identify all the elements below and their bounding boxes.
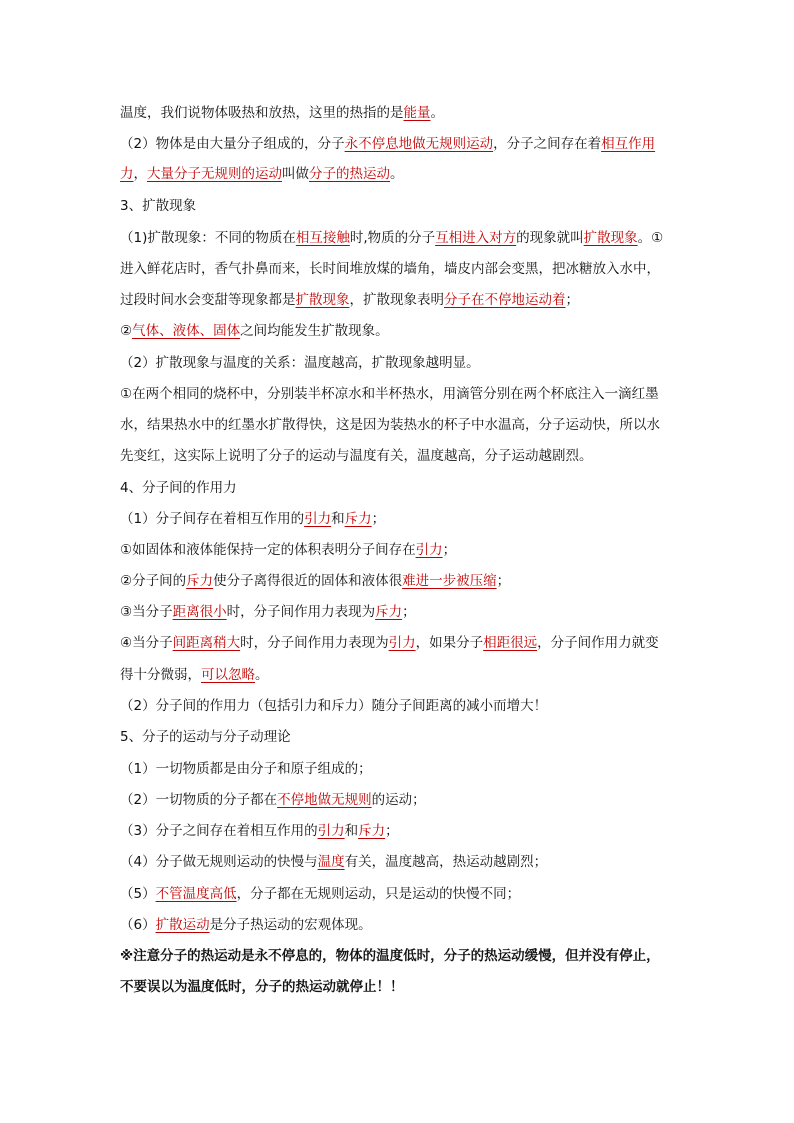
- highlighted-term: 分子在不停地运动着: [444, 292, 566, 308]
- text-segment: ；: [371, 511, 386, 527]
- text-line: [120, 321, 389, 341]
- text-line: [120, 290, 579, 310]
- highlighted-term: 引力: [317, 823, 345, 839]
- text-segment: 的现象就叫: [516, 230, 584, 246]
- text-segment: ；: [565, 292, 579, 308]
- note-line: [120, 977, 404, 997]
- text-segment: 得十分微弱，: [120, 667, 201, 683]
- text-segment: （1)扩散现象：不同的物质在: [120, 230, 296, 246]
- highlighted-term: 斥力: [375, 604, 403, 620]
- text-segment: ④当分子: [120, 635, 173, 651]
- highlighted-term: 扩散现象: [295, 292, 350, 308]
- highlighted-term: 力: [120, 166, 134, 182]
- highlighted-term: 相互接触: [295, 230, 350, 246]
- text-line: [120, 353, 480, 373]
- highlighted-term: 大量分子无规则的运动: [147, 166, 282, 182]
- text-line: [120, 852, 547, 872]
- text-segment: ①在两个相同的烧杯中，分别装半杯凉水和半杯热水，用滴管分别在两个杯底注入一滴红墨: [120, 386, 659, 402]
- text-segment: ，如果分子: [415, 635, 484, 651]
- text-segment: ③当分子: [120, 604, 173, 620]
- text-segment: 叫做: [282, 166, 309, 182]
- text-line: [120, 602, 416, 622]
- text-segment: 时，分子间作用力表现为: [226, 604, 376, 620]
- text-line: [120, 540, 456, 560]
- highlighted-term: 可以忽略: [201, 667, 255, 683]
- text-segment: 。: [390, 166, 404, 182]
- text-segment: 。: [430, 105, 444, 121]
- text-line: [120, 665, 269, 685]
- text-segment: 不要误以为温度低时，分子的热运动就停止！！: [120, 979, 404, 995]
- text-segment: （3）分子之间存在着相互作用的: [120, 823, 318, 839]
- highlighted-term: 相互作用: [601, 136, 656, 152]
- text-line: [120, 509, 385, 529]
- text-segment: ，扩散现象表明: [349, 292, 444, 308]
- text-segment: ，分子都在无规则运动，只是运动的快慢不同；: [236, 886, 521, 902]
- text-segment: ，: [133, 166, 147, 182]
- highlighted-term: 分子的热运动: [309, 166, 390, 182]
- text-line: [120, 164, 404, 184]
- text-line: [120, 259, 660, 279]
- text-segment: 温度，我们说物体吸热和放热，这里的热指的是: [120, 105, 404, 121]
- text-segment: 过段时间水会变甜等现象都是: [120, 292, 296, 308]
- highlighted-term: 扩散现象: [583, 230, 638, 246]
- text-line: [120, 478, 237, 498]
- text-line: [120, 103, 444, 123]
- text-segment: ②: [120, 323, 133, 339]
- text-segment: ；: [496, 573, 511, 589]
- highlighted-term: 互相进入对方: [435, 230, 517, 246]
- text-segment: （6）: [120, 917, 156, 933]
- text-segment: （2）一切物质的分子都在: [120, 792, 278, 808]
- text-segment: 和: [344, 823, 359, 839]
- text-segment: 进入鲜花店时，香气扑鼻而来，长时间堆放煤的墙角，墙皮内部会变黑，把冰糖放入水中，: [120, 261, 660, 277]
- highlighted-term: 引力: [415, 542, 443, 558]
- text-segment: 是分子热运动的宏观体现。: [209, 917, 372, 933]
- highlighted-term: 不管温度高低: [155, 886, 237, 902]
- highlighted-term: 引力: [304, 511, 332, 527]
- highlighted-term: 不停地做无规则: [277, 792, 372, 808]
- text-segment: 5、分子的运动与分子动理论: [120, 729, 291, 745]
- highlighted-term: 相距很远: [483, 635, 538, 651]
- text-segment: ；: [402, 604, 416, 620]
- text-segment: ①如固体和液体能保持一定的体积表明分子间存在: [120, 542, 416, 558]
- text-segment: 使分子离得很近的固体和液体很: [213, 573, 403, 589]
- highlighted-term: 扩散运动: [155, 917, 210, 933]
- text-line: [120, 884, 520, 904]
- highlighted-term: 斥力: [186, 573, 214, 589]
- text-line: [120, 759, 372, 779]
- text-line: [120, 384, 659, 404]
- text-segment: （5）: [120, 886, 156, 902]
- text-line: [120, 228, 663, 248]
- text-segment: 4、分子间的作用力: [120, 480, 237, 496]
- text-segment: 。①: [637, 230, 664, 246]
- text-segment: （1）一切物质都是由分子和原子组成的；: [120, 761, 372, 777]
- text-line: [120, 821, 399, 841]
- highlighted-term: 引力: [388, 635, 416, 651]
- text-segment: （2）物体是由大量分子组成的，分子: [120, 136, 345, 152]
- text-segment: ※注意分子的热运动是永不停息的，物体的温度低时，分子的热运动缓慢，但并没有停止，: [120, 948, 660, 964]
- text-segment: 时，分子间作用力表现为: [240, 635, 389, 651]
- highlighted-term: 能量: [403, 105, 431, 121]
- text-segment: 和: [331, 511, 345, 527]
- text-segment: 3、扩散现象: [120, 198, 197, 214]
- text-segment: ，分子之间存在着: [493, 136, 602, 152]
- text-segment: 的运动；: [371, 792, 426, 808]
- highlighted-term: 永不停息地做无规则运动: [344, 136, 494, 152]
- highlighted-term: 斥力: [344, 511, 372, 527]
- text-line: [120, 134, 655, 154]
- text-segment: （2）分子间的作用力（包括引力和斥力）随分子间距离的减小而增大！: [120, 698, 548, 714]
- text-line: [120, 446, 593, 466]
- highlighted-term: 难进一步被压缩: [402, 573, 497, 589]
- text-segment: 水，结果热水中的红墨水扩散得快，这是因为装热水的杯子中水温高，分子运动快，所以水: [120, 417, 660, 433]
- text-segment: （2）扩散现象与温度的关系：温度越高，扩散现象越明显。: [120, 355, 480, 371]
- text-line: [120, 633, 659, 653]
- text-line: [120, 727, 291, 747]
- text-line: [120, 790, 426, 810]
- text-segment: 有关，温度越高，热运动越剧烈；: [344, 854, 548, 870]
- text-line: [120, 571, 510, 591]
- text-segment: ，分子间作用力就变: [537, 635, 659, 651]
- text-segment: 先变红，这实际上说明了分子的运动与温度有关，温度越高，分子运动越剧烈。: [120, 448, 593, 464]
- text-segment: ②分子间的: [120, 573, 187, 589]
- text-line: [120, 196, 196, 216]
- highlighted-term: 距离很小: [172, 604, 227, 620]
- text-line: [120, 415, 660, 435]
- highlighted-term: 气体、液体、固体: [132, 323, 241, 339]
- note-line: [120, 946, 660, 966]
- text-segment: 之间均能发生扩散现象。: [240, 323, 389, 339]
- highlighted-term: 斥力: [358, 823, 386, 839]
- text-segment: ；: [442, 542, 457, 558]
- text-segment: ；: [385, 823, 399, 839]
- text-line: [120, 696, 547, 716]
- text-segment: 。: [255, 667, 269, 683]
- highlighted-term: 间距离稍大: [172, 635, 241, 651]
- highlighted-term: 温度: [317, 854, 345, 870]
- text-segment: 时,物质的分子: [349, 230, 436, 246]
- text-line: [120, 915, 372, 935]
- text-segment: （4）分子做无规则运动的快慢与: [120, 854, 318, 870]
- text-segment: （1）分子间存在着相互作用的: [120, 511, 305, 527]
